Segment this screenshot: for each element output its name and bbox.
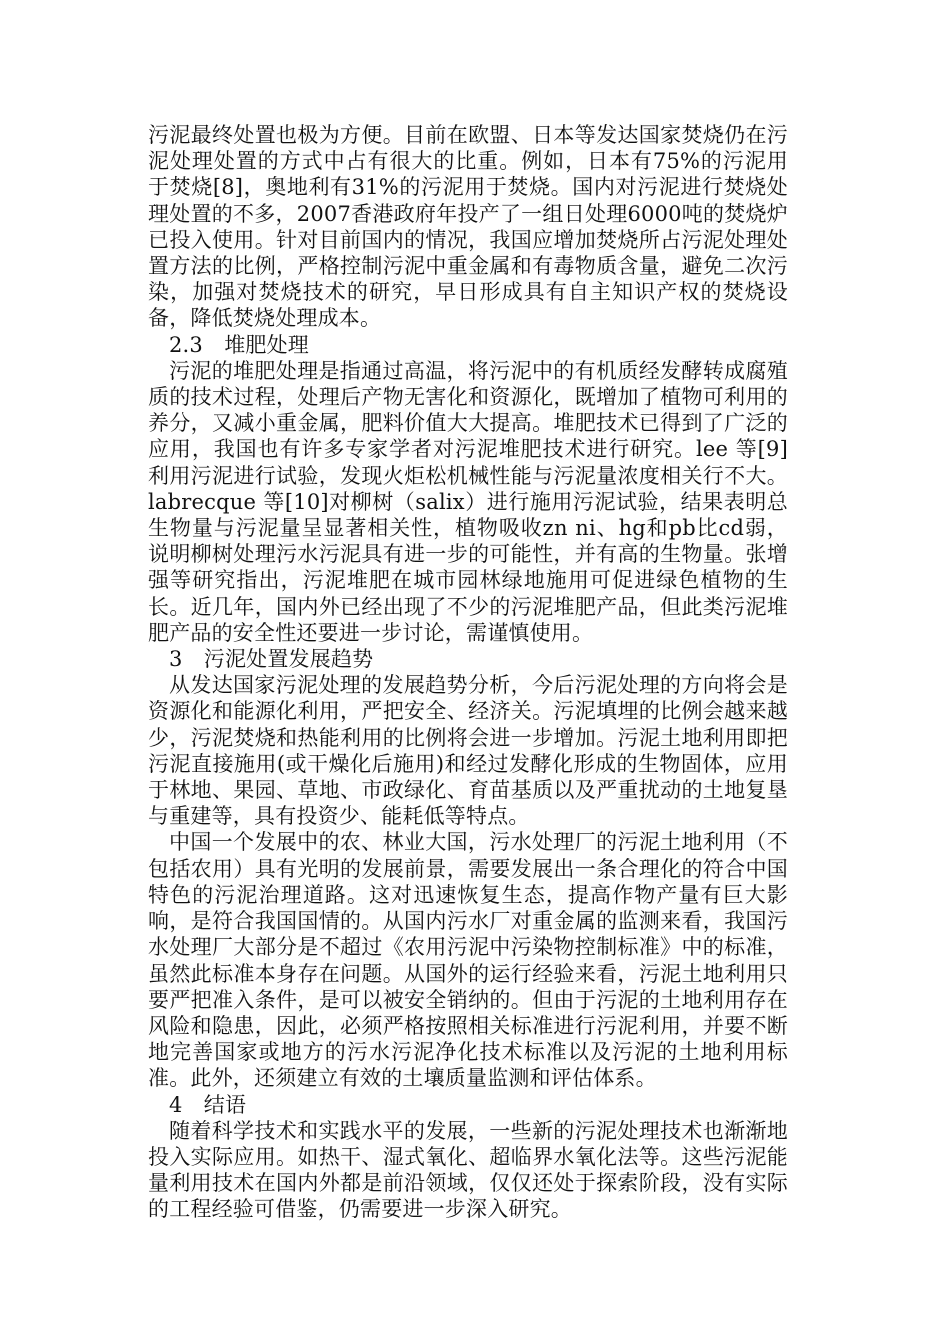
heading-development-trends: 3 污泥处置发展趋势: [169, 647, 374, 672]
paragraph-china-outlook: 中国一个发展中的农、林业大国，污水处理厂的污泥土地利用（不包括农用）具有光明的发展前景，需要发展出一条合理化的符合中国特色的污泥治理道路。这对迅速恢复生态，提高作物产量有巨大影响，是符合我国国情的。从国内污水厂对重金属的监测来看，我国污水处理厂大部分是不超过《农用污泥中污染物控制标准》中的标准，虽然此标准本身存在问题。从国外的运行经验来看，污泥土地利用只要严把准入条件，是可以被安全销纳的。但由于污泥的土地利用存在风险和隐患，因此，必须严格按照相关标准进行污泥利用，并要不断地完善国家或地方的污水污泥净化技术标准以及污泥的土地利用标准。此外，还须建立有效的土壤质量监测和评估体系。: [148, 830, 788, 1091]
paragraph-incineration-continued: 污泥最终处置也极为方便。目前在欧盟、日本等发达国家焚烧仍在污泥处理处置的方式中占有很大的比重。例如，日本有75%的污泥用于焚烧[8]，奥地利有31%的污泥用于焚烧。国内对污泥进行焚烧处理处置的不多，2007香港政府年投产了一组日处理6000吨的焚烧炉已投入使用。针对目前国内的情况，我国应增加焚烧所占污泥处理处置方法的比例，严格控制污泥中重金属和有毒物质含量，避免二次污染，加强对焚烧技术的研究，早日形成具有自主知识产权的焚烧设备，降低焚烧处理成本。: [148, 123, 788, 331]
paragraph-composting: 污泥的堆肥处理是指通过高温，将污泥中的有机质经发酵转成腐殖质的技术过程，处理后产物无害化和资源化，既增加了植物可利用的养分，又减小重金属，肥料价值大大提高。堆肥技术已得到了广泛的应用，我国也有许多专家学者对污泥堆肥技术进行研究。lee 等[9]利用污泥进行试验，发现火炬松机械性能与污泥量浓度相关行不大。labrecque 等[10]对柳树（salix）进行施用污泥试验，结果表明总生物量与污泥量呈显著相关性，植物吸收zn ni、hg和pb比cd弱，说明柳树处理污水污泥具有进一步的可能性，并有高的生物量。张增强等研究指出，污泥堆肥在城市园林绿地施用可促进绿色植物的生长。近几年，国内外已经出现了不少的污泥堆肥产品，但此类污泥堆肥产品的安全性还要进一步讨论，需谨慎使用。: [148, 358, 788, 645]
paragraph-conclusion: 随着科学技术和实践水平的发展，一些新的污泥处理技术也渐渐地投入实际应用。如热干、湿式氧化、超临界水氧化法等。这些污泥能量利用技术在国内外都是前沿领域，仅仅还处于探索阶段，没有实际的工程经验可借鉴，仍需要进一步深入研究。: [148, 1118, 788, 1222]
heading-composting: 2.3 堆肥处理: [169, 332, 309, 357]
heading-conclusion: 4 结语: [169, 1092, 247, 1117]
document-body: [148, 122, 788, 1223]
paragraph-trends-analysis: 从发达国家污泥处理的发展趋势分析，今后污泥处理的方向将会是资源化和能源化利用，严把安全、经济关。污泥填埋的比例会越来越少，污泥焚烧和热能利用的比例将会进一步增加。污泥土地利用即把污泥直接施用(或干燥化后施用)和经过发酵化形成的生物固体，应用于林地、果园、草地、市政绿化、育苗基质以及严重扰动的土地复垦与重建等，具有投资少、能耗低等特点。: [148, 673, 788, 829]
